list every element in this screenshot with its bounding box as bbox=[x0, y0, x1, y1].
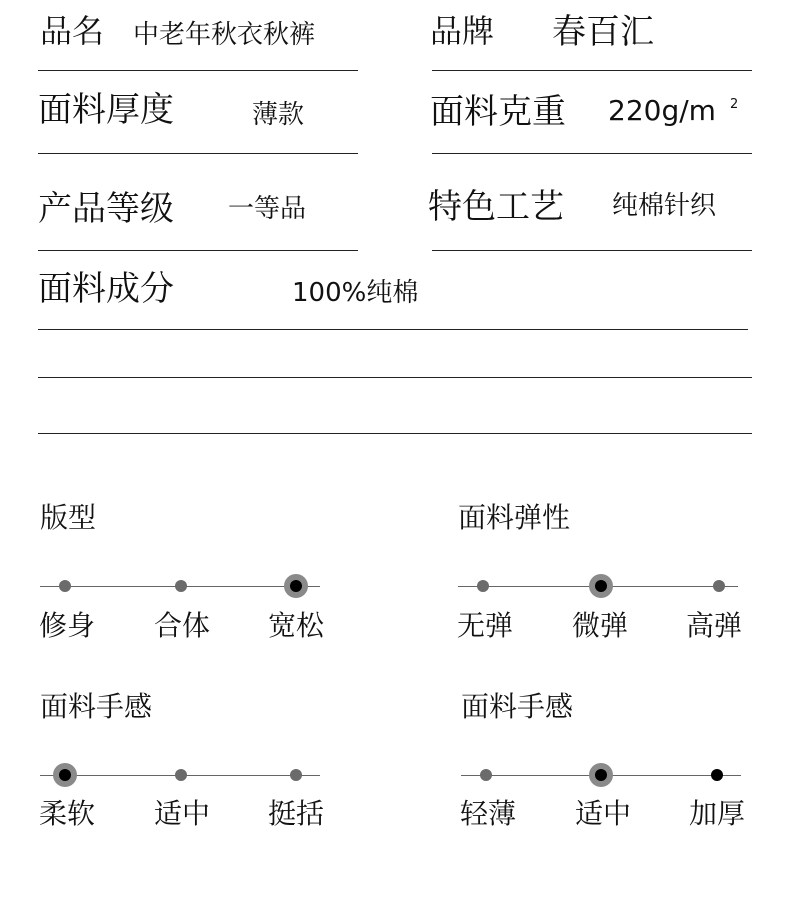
special-craft-label: 特色工艺 bbox=[428, 187, 564, 227]
elasticity-option-3-label: 高弹 bbox=[686, 609, 743, 642]
fabric-weight-label: 面料克重 bbox=[430, 92, 566, 132]
fabric-thickness-value: 薄款 bbox=[252, 100, 305, 130]
divider bbox=[432, 250, 752, 251]
fit-scale-title: 版型 bbox=[40, 501, 97, 534]
product-grade-label: 产品等级 bbox=[38, 189, 174, 229]
divider bbox=[38, 153, 358, 154]
fabric-composition-label: 面料成分 bbox=[38, 269, 174, 309]
special-craft-value: 纯棉针织 bbox=[612, 191, 717, 221]
divider bbox=[38, 433, 752, 434]
fit-option-3-label: 宽松 bbox=[268, 609, 325, 642]
thickness-feel-option-2-label: 适中 bbox=[575, 797, 632, 830]
fit-option-2-label: 合体 bbox=[154, 609, 211, 642]
fabric-weight-value: 220g/m bbox=[608, 94, 716, 127]
divider bbox=[38, 250, 358, 251]
divider bbox=[432, 70, 752, 71]
hand-feel-option-1-label: 柔软 bbox=[39, 797, 96, 830]
fit-option-1-marker bbox=[59, 580, 71, 592]
elasticity-option-3-marker bbox=[713, 580, 725, 592]
fit-option-2-marker bbox=[175, 580, 187, 592]
brand-label: 品牌 bbox=[430, 12, 495, 50]
elasticity-option-2-marker-selected bbox=[589, 574, 613, 598]
product-grade-value: 一等品 bbox=[228, 194, 307, 224]
fit-option-1-label: 修身 bbox=[39, 609, 96, 642]
thickness-feel-option-1-label: 轻薄 bbox=[460, 797, 517, 830]
hand-feel-option-3-label: 挺括 bbox=[268, 797, 325, 830]
product-name-value: 中老年秋衣秋裤 bbox=[133, 20, 316, 50]
divider bbox=[432, 153, 752, 154]
divider bbox=[38, 329, 748, 330]
thickness-feel-option-3-label: 加厚 bbox=[689, 797, 746, 830]
fabric-composition-value: 100%纯棉 bbox=[292, 278, 419, 308]
elasticity-option-1-marker bbox=[477, 580, 489, 592]
divider bbox=[38, 377, 752, 378]
elasticity-option-2-label: 微弹 bbox=[572, 609, 629, 642]
fabric-thickness-label: 面料厚度 bbox=[38, 90, 174, 130]
fabric-weight-superscript: 2 bbox=[730, 97, 739, 112]
brand-value: 春百汇 bbox=[552, 12, 654, 52]
thickness-feel-scale-title: 面料手感 bbox=[461, 690, 574, 723]
elasticity-option-1-label: 无弹 bbox=[457, 609, 514, 642]
hand-feel-option-1-marker-selected bbox=[53, 763, 77, 787]
product-name-label: 品名 bbox=[40, 12, 105, 50]
elasticity-scale-title: 面料弹性 bbox=[458, 501, 571, 534]
fit-option-3-marker-selected bbox=[284, 574, 308, 598]
hand-feel-option-2-marker bbox=[175, 769, 187, 781]
thickness-feel-option-1-marker bbox=[480, 769, 492, 781]
thickness-feel-option-3-marker bbox=[711, 769, 723, 781]
hand-feel-option-2-label: 适中 bbox=[154, 797, 211, 830]
hand-feel-option-3-marker bbox=[290, 769, 302, 781]
hand-feel-scale-title: 面料手感 bbox=[40, 690, 153, 723]
divider bbox=[38, 70, 358, 71]
thickness-feel-option-2-marker-selected bbox=[589, 763, 613, 787]
